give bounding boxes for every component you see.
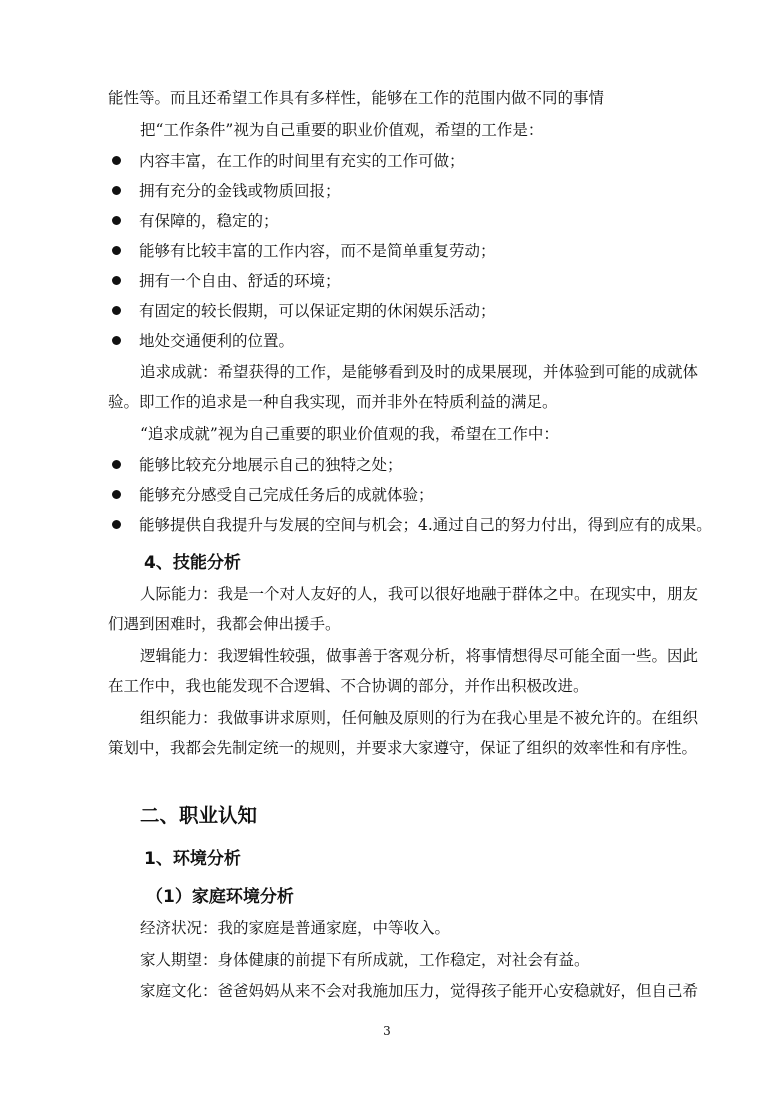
section-heading: 1、环境分析: [144, 849, 241, 869]
list-item-text: 有保障的，稳定的；: [139, 212, 279, 230]
list-item: [108, 331, 714, 353]
paragraph-line: 们遇到困难时，我都会伸出援手。: [108, 615, 341, 633]
list-item-text: 能够有比较丰富的工作内容，而不是简单重复劳动；: [139, 242, 496, 260]
chapter-heading: 二、职业认知: [140, 804, 258, 827]
list-item-text: 能够充分感受自己完成任务后的成就体验；: [139, 486, 434, 504]
list-item-text: 拥有一个自由、舒适的环境；: [139, 272, 341, 290]
paragraph-line: 能性等。而且还希望工作具有多样性，能够在工作的范围内做不同的事情: [108, 89, 605, 107]
page-number: 3: [383, 1024, 391, 1038]
list-item-text: 地处交通便利的位置。: [139, 332, 295, 350]
list-item: [108, 455, 714, 477]
list-item: [108, 485, 714, 507]
list-item-text: 拥有充分的金钱或物质回报；: [139, 182, 341, 200]
bullet-icon: [112, 216, 121, 225]
list-item-text: 能够比较充分地展示自己的独特之处；: [139, 456, 403, 474]
bullet-icon: [112, 336, 121, 345]
list-item: [108, 271, 714, 293]
list-item: [108, 151, 714, 173]
bullet-icon: [112, 520, 121, 529]
paragraph-line: 家人期望：身体健康的前提下有所成就，工作稳定，对社会有益。: [140, 951, 590, 969]
list-item: [108, 301, 714, 323]
bullet-icon: [112, 276, 121, 285]
list-item-text: 有固定的较长假期，可以保证定期的休闲娱乐活动；: [139, 302, 496, 320]
paragraph-line: 家庭文化：爸爸妈妈从来不会对我施加压力，觉得孩子能开心安稳就好，但自己希: [140, 982, 699, 1000]
paragraph-line: 逻辑能力：我逻辑性较强，做事善于客观分析，将事情想得尽可能全面一些。因此: [140, 647, 699, 665]
paragraph-line: 验。即工作的追求是一种自我实现，而并非外在特质利益的满足。: [108, 393, 558, 411]
paragraph-line: 组织能力：我做事讲求原则，任何触及原则的行为在我心里是不被允许的。在组织: [140, 709, 699, 727]
bullet-icon: [112, 490, 121, 499]
bullet-icon: [112, 460, 121, 469]
paragraph-line: 人际能力：我是一个对人友好的人，我可以很好地融于群体之中。在现实中，朋友: [140, 585, 699, 603]
bullet-icon: [112, 306, 121, 315]
section-heading: 4、技能分析: [144, 553, 241, 573]
list-item-text: 能够提供自我提升与发展的空间与机会；4.通过自己的努力付出，得到应有的成果。: [139, 516, 712, 534]
paragraph-line: 经济状况：我的家庭是普通家庭，中等收入。: [140, 919, 451, 937]
list-item: [108, 211, 714, 233]
bullet-icon: [112, 186, 121, 195]
list-item: [108, 181, 714, 203]
paragraph-line: 策划中，我都会先制定统一的规则，并要求大家遵守，保证了组织的效率性和有序性。: [108, 739, 698, 757]
list-item: [108, 515, 714, 537]
paragraph-line: 把“工作条件”视为自己重要的职业价值观，希望的工作是：: [140, 121, 544, 139]
subsection-heading: （1）家庭环境分析: [146, 887, 294, 907]
paragraph-line: 在工作中，我也能发现不合逻辑、不合协调的部分，并作出积极改进。: [108, 677, 589, 695]
bullet-icon: [112, 246, 121, 255]
paragraph-line: “追求成就”视为自己重要的职业价值观的我，希望在工作中：: [140, 425, 559, 443]
list-item-text: 内容丰富，在工作的时间里有充实的工作可做；: [139, 152, 465, 170]
paragraph-line: 追求成就：希望获得的工作，是能够看到及时的成果展现，并体验到可能的成就体: [140, 363, 699, 381]
bullet-icon: [112, 156, 121, 165]
list-item: [108, 241, 714, 263]
